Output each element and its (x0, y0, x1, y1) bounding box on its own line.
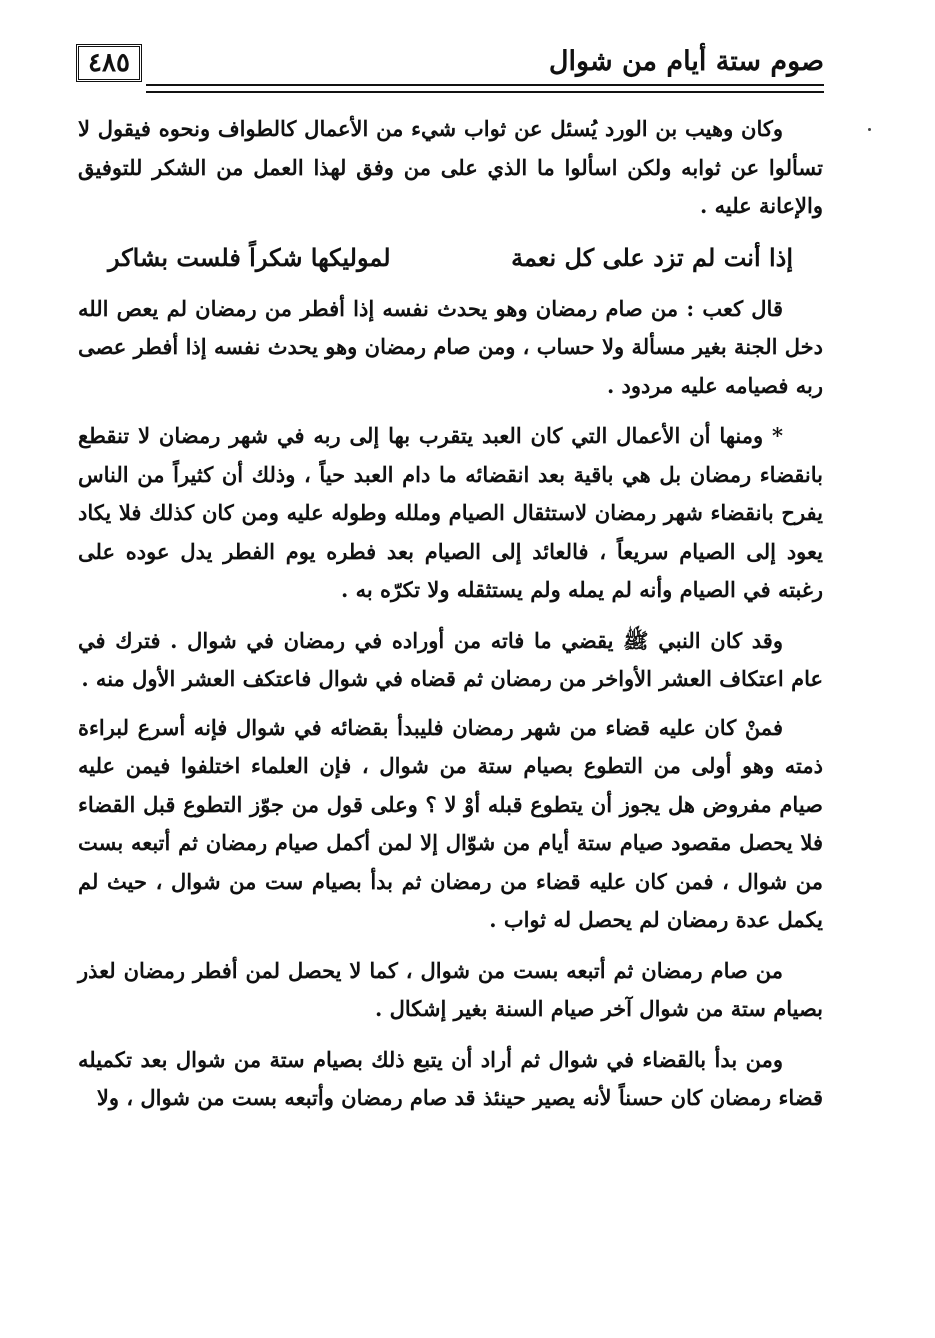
poetry-verse (78, 238, 823, 278)
page-header (72, 40, 824, 92)
paragraph-1: وكان وهيب بن الورد يُسئل عن ثواب شيء من الأعمال كالطواف ونحوه فيقول لا تسألوا عن ثوابه ولكن اسألوا ما الذي على من وفق لهذا العمل من الشكر للتوفيق والإعانة عليه . (78, 116, 823, 218)
page-number: ٤٨٥ (76, 44, 142, 82)
verse-second-hemistich: لموليكها شكراً فلست بشاكر (108, 242, 391, 272)
scan-speck (868, 128, 871, 131)
paragraph-2: قال كعب : من صام رمضان وهو يحدث نفسه إذا أفطر من رمضان لم يعص الله دخل الجنة بغير مسألة ولا حساب ، ومن صام رمضان وهو يحدث نفسه إذا أفطر عصى ربه فصيامه عليه مردود . (78, 295, 823, 398)
paragraph-5: فمنْ كان عليه قضاء من شهر رمضان فليبدأ بقضائه في شوال فإنه أسرع لبراءة ذمته وهو أولى من التطوع بصيام ستة من شوال ، فإن العلماء اختلفوا فيمن عليه صيام مفروض هل يجوز أن يتطوع قبله أوْ لا ؟ وعلى قول من جوّز التطوع قبل القضاء فلا يحصل مقصود صيام ستة أيام من شوّال إلا لمن أكمل صيام رمضان ثم أتبعه بست من شوال ، فمن كان عليه قضاء من رمضان ثم بدأ بصيام ست من شوال ، حيث لم يكمل عدة رمضان لم يحصل له ثواب . (78, 714, 823, 932)
paragraph-7: ومن بدأ بالقضاء في شوال ثم أراد أن يتبع ذلك بصيام ستة من شوال بعد تكميله قضاء رمضان كان حسناً لأنه يصير حينئذ قد صام رمضان وأتبعه بست من شوال ، ولا (78, 1046, 823, 1110)
paragraph-3: * ومنها أن الأعمال التي كان العبد يتقرب بها إلى ربه في شهر رمضان لا تنقطع بانقضاء رمضان بل هي باقية بعد انقضائه ما دام العبد حياً ، وذلك أن كثيراً من الناس يفرح بانقضاء شهر رمضان لاستثقال الصيام وملله وطوله عليه ومن كان كذلك فلا يكاد يعود إلى الصيام سريعاً ، فالعائد إلى الصيام بعد فطره يوم الفطر يدل عوده على رغبته في الصيام وأنه لم يمله ولم يستثقله ولا تكرّه به . (78, 423, 823, 602)
verse-first-hemistich: إذا أنت لم تزد على كل نعمة (511, 242, 793, 272)
body-text (78, 110, 823, 1130)
paragraph-4: وقد كان النبي ﷺ يقضي ما فاته من أوراده في رمضان في شوال . فترك في عام اعتكاف العشر الأواخر من رمضان ثم قضاه في شوال فاعتكف العشر الأول منه . (78, 627, 823, 691)
header-rule (146, 84, 824, 93)
paragraph-6: من صام رمضان ثم أتبعه بست من شوال ، كما لا يحصل لمن أفطر رمضان لعذر بصيام ستة من شوال آخر صيام السنة بغير إشكال . (78, 957, 823, 1021)
page-title: صوم ستة أيام من شوال (548, 46, 824, 77)
